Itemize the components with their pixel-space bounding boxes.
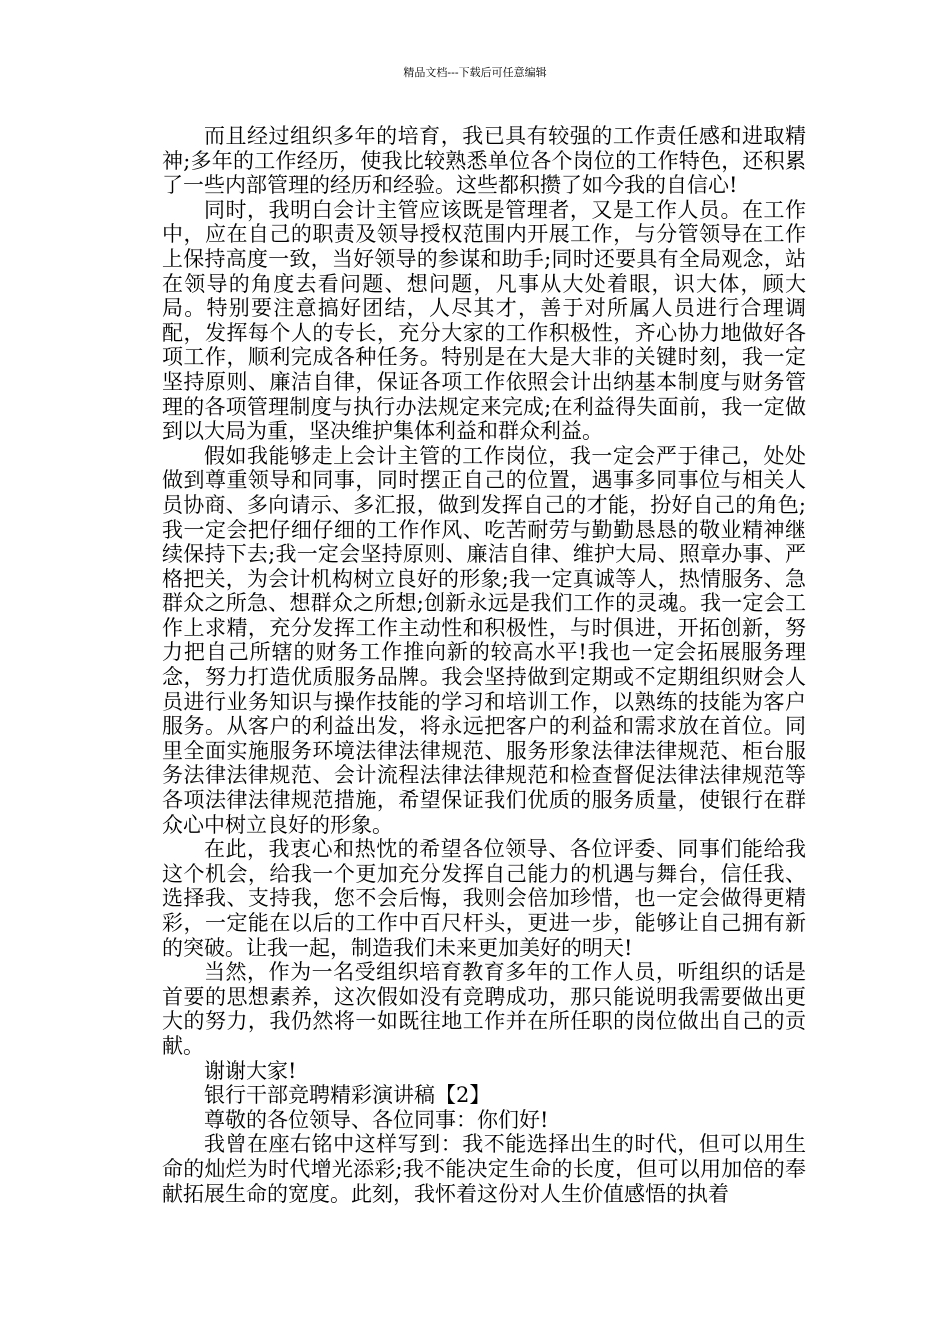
page-header: 精品文档---下载后可任意编辑 bbox=[403, 66, 547, 79]
section-title: 银行干部竞聘精彩演讲稿【2】 bbox=[204, 1083, 491, 1108]
paragraph-5: 当然，作为一名受组织培育教育多年的工作人员，听组织的话是首要的思想素养，这次假如没有竞聘成功，那只能说明我需要做出更大的努力，我仍然将一如既往地工作并在所任职的岗位做出自己的贡献。 bbox=[162, 960, 806, 1058]
paragraph-2: 同时，我明白会计主管应该既是管理者，又是工作人员。在工作中，应在自己的职责及领导授权范围内开展工作，与分管领导在工作上保持高度一致，当好领导的参谋和助手;同时还要具有全局观念，站在领导的角度去看问题、想问题，凡事从大处着眼，识大体，顾大局。特别要注意搞好团结，人尽其才，善于对所属人员进行合理调配，发挥每个人的专长，充分大家的工作积极性，齐心协力地做好各项工作，顺利完成各种任务。特别是在大是大非的关键时刻，我一定坚持原则、廉洁自律，保证各项工作依照会计出纳基本制度与财务管理的各项管理制度与执行办法规定来完成;在利益得失面前，我一定做到以大局为重，坚决维护集体利益和群众利益。 bbox=[162, 197, 806, 444]
document-body bbox=[162, 124, 806, 1206]
salutation: 尊敬的各位领导、各位同事：你们好! bbox=[204, 1107, 549, 1132]
paragraph-3: 假如我能够走上会计主管的工作岗位，我一定会严于律己，处处做到尊重领导和同事，同时摆正自己的位置，遇事多同事位与相关人员协商、多向请示、多汇报，做到发挥自己的才能，扮好自己的角色;我一定会把仔细仔细的工作作风、吃苦耐劳与勤勤恳恳的敬业精神继续保持下去;我一定会坚持原则、廉洁自律、维护大局、照章办事、严格把关，为会计机构树立良好的形象;我一定真诚等人，热情服务、急群众之所急、想群众之所想;创新永远是我们工作的灵魂。我一定会工作上求精，充分发挥工作主动性和积极性，与时俱进，开拓创新，努力把自己所辖的财务工作推向新的较高水平!我也一定会拓展服务理念，努力打造优质服务品牌。我会坚持做到定期或不定期组织财会人员进行业务知识与操作技能的学习和培训工作，以熟练的技能为客户服务。从客户的利益出发，将永远把客户的利益和需求放在首位。同里全面实施服务环境法律法律规范、服务形象法律法律规范、柜台服务法律法律规范、会计流程法律法律规范和检查督促法律法律规范等各项法律法律规范措施，希望保证我们优质的服务质量，使银行在群众心中树立良好的形象。 bbox=[162, 443, 806, 837]
paragraph-1: 而且经过组织多年的培育，我已具有较强的工作责任感和进取精神;多年的工作经历，使我比较熟悉单位各个岗位的工作特色，还积累了一些内部管理的经历和经验。这些都积攒了如今我的自信心! bbox=[162, 124, 806, 198]
paragraph-4: 在此，我衷心和热忱的希望各位领导、各位评委、同事们能给我这个机会，给我一个更加充分发挥自己能力的机遇与舞台，信任我、选择我、支持我，您不会后悔，我则会倍加珍惜，也一定会做得更精彩，一定能在以后的工作中百尺杆头，更进一步，能够让自己拥有新的突破。让我一起，制造我们未来更加美好的明天! bbox=[162, 837, 806, 960]
closing-thanks: 谢谢大家! bbox=[204, 1058, 297, 1083]
paragraph-9: 我曾在座右铭中这样写到：我不能选择出生的时代，但可以用生命的灿烂为时代增光添彩;我不能决定生命的长度，但可以用加倍的奉献拓展生命的宽度。此刻，我怀着这份对人生价值感悟的执着 bbox=[162, 1132, 806, 1206]
